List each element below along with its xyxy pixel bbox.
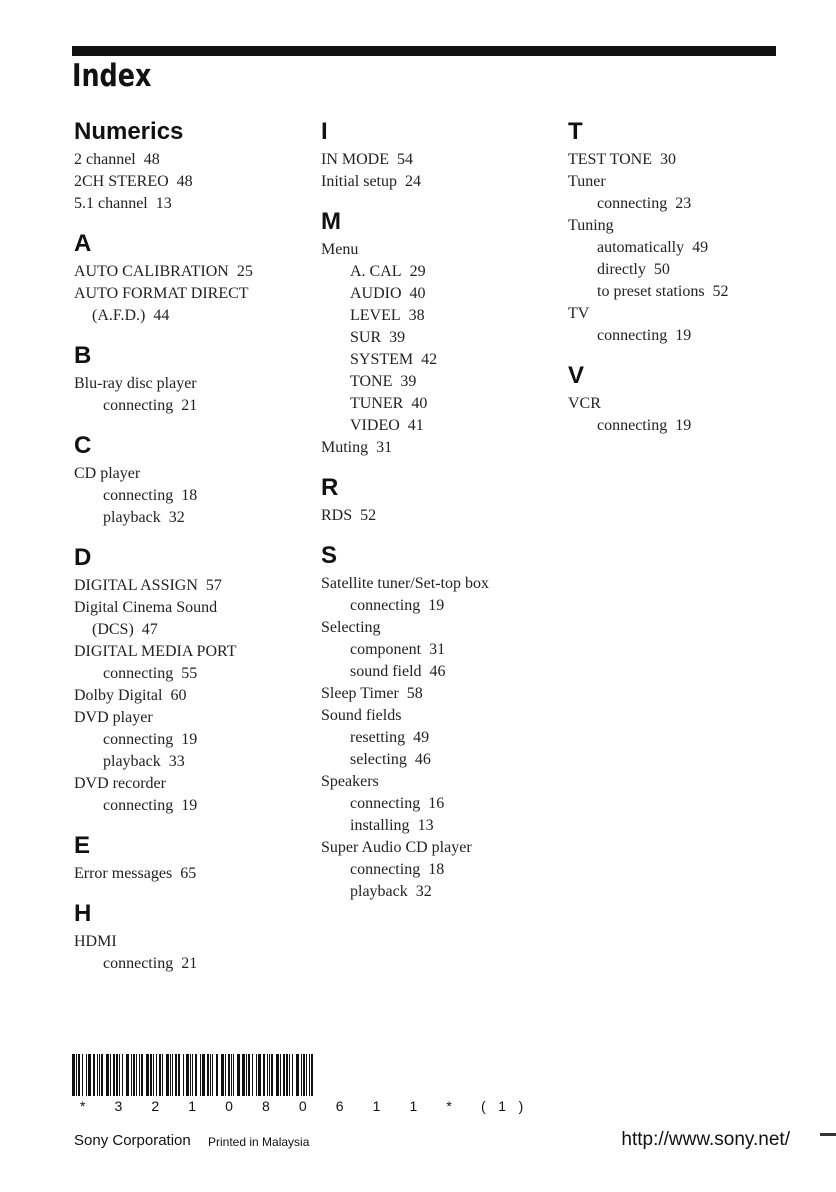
index-entry [74,685,304,707]
barcode-bar [88,1054,91,1096]
index-entry [74,171,304,193]
index-subentry [321,415,551,437]
index-letter-heading: A [74,230,92,257]
index-entry-text: Tuning [568,217,614,234]
barcode-bar [303,1054,305,1096]
index-entry-text: CD player [74,465,141,482]
index-page-number: 48 [176,173,193,190]
index-entry [321,705,551,727]
index-entry-text: playback [350,883,408,900]
barcode-bar [283,1054,285,1096]
barcode-bar [228,1054,230,1096]
index-subentry [321,327,551,349]
barcode-bar [195,1054,197,1096]
index-page-number: 49 [413,729,430,746]
barcode-bar [192,1054,193,1096]
barcode-bar [248,1054,250,1096]
top-rule [72,46,776,56]
index-subentry [321,305,551,327]
index-page-number: 32 [415,883,432,900]
index-entry-text: Menu [321,241,359,258]
index-page-number: 18 [428,861,445,878]
index-subentry [74,663,304,685]
index-letter-heading: I [321,118,328,145]
index-entry [74,149,304,171]
index-page-number: 52 [360,507,377,524]
barcode-bar [162,1054,163,1096]
index-page-number: 19 [181,797,198,814]
index-entry-text: connecting [597,195,668,212]
barcode-bar [183,1054,184,1096]
index-entry-text: Speakers [321,773,379,790]
index-entry-text: VIDEO [350,417,400,434]
index-subentry [321,881,551,903]
index-page-number: 24 [404,173,421,190]
footer-company: Sony Corporation [74,1132,191,1149]
barcode-bar [78,1054,80,1096]
index-page-number: 46 [414,751,431,768]
index-page-number: 46 [429,663,446,680]
index-entry-list [74,149,304,215]
index-page-number: 58 [406,685,423,702]
barcode-bar [122,1054,123,1096]
index-letter-heading: D [74,544,92,571]
index-page-number: 55 [181,665,198,682]
index-entry [321,437,551,459]
index-entry-text: HDMI [74,933,117,950]
index-entry [74,305,304,327]
index-subentry [74,507,304,529]
index-subentry [321,595,551,617]
index-entry [568,393,798,415]
barcode-bar [150,1054,152,1096]
index-entry [74,283,304,305]
barcode-bar [116,1054,118,1096]
index-subentry [74,953,304,975]
edge-mark [820,1133,836,1136]
index-entry-text: connecting [103,955,174,972]
index-letter-heading: M [321,208,341,235]
index-entry-text: connecting [103,797,174,814]
index-entry-text: connecting [103,487,174,504]
barcode-bar [178,1054,180,1096]
index-entry-text: connecting [103,731,174,748]
index-entry [568,171,798,193]
index-entry-text: connecting [350,861,421,878]
index-entry-text: playback [103,753,161,770]
barcode-bar [99,1054,100,1096]
index-page-number: 29 [409,263,426,280]
index-subentry [568,193,798,215]
index-subentry [321,283,551,305]
barcode-bar [156,1054,157,1096]
index-subentry [74,485,304,507]
index-letter-heading: B [74,342,92,369]
barcode-bar [93,1054,95,1096]
index-entry [321,617,551,639]
index-subentry [568,415,798,437]
barcode-bar [101,1054,103,1096]
index-page-number: 41 [407,417,424,434]
barcode-bar [110,1054,111,1096]
barcode-bar [267,1054,268,1096]
index-entry [321,149,551,171]
index-letter-heading: C [74,432,92,459]
index-page-number: 32 [168,509,185,526]
index-page-number: 38 [408,307,425,324]
index-entry-text: SUR [350,329,382,346]
index-entry-text: Error messages [74,865,173,882]
index-entry-text: connecting [103,397,174,414]
index-entry-text: Initial setup [321,173,397,190]
index-entry-list [74,373,304,417]
barcode-bar [296,1054,299,1096]
barcode-bar [131,1054,132,1096]
index-entry-text: 2CH STEREO [74,173,169,190]
index-page-number: 65 [180,865,197,882]
index-entry-text: directly [597,261,646,278]
barcode-bar [210,1054,211,1096]
index-page-number: 44 [153,307,170,324]
index-entry-text: Muting [321,439,369,456]
index-subentry [321,393,551,415]
index-entry-text: Tuner [568,173,606,190]
index-subentry [74,729,304,751]
index-page-number: 19 [675,327,692,344]
index-page-number: 54 [397,151,413,168]
index-entry [74,863,304,885]
index-entry-text: connecting [597,327,668,344]
barcode-bar [153,1054,154,1096]
index-entry-list [321,505,551,527]
barcode-bar [289,1054,290,1096]
index-column-3 [568,115,798,437]
index-page-number: 49 [692,239,709,256]
index-entry [74,707,304,729]
index-entry-text: selecting [350,751,407,768]
barcode-bar [271,1054,273,1096]
index-entry [74,641,304,663]
index-subentry [321,793,551,815]
index-entry-list [321,573,551,903]
barcode-bar [159,1054,161,1096]
barcode-bar [292,1054,293,1096]
barcode-bar [263,1054,265,1096]
barcode [72,1054,316,1096]
barcode-bar [76,1054,77,1096]
index-page-number: 47 [141,621,158,638]
page-title: Index [72,58,152,94]
index-page-number: 19 [181,731,198,748]
index-column-2 [321,115,551,903]
barcode-bar [186,1054,189,1096]
index-entry-text: 5.1 channel [74,195,148,212]
index-entry-text: DIGITAL ASSIGN [74,577,198,594]
barcode-bar [216,1054,218,1096]
index-page-number: 52 [712,283,729,300]
index-page-number: 18 [181,487,198,504]
index-entry-list [74,261,304,327]
barcode-bar [170,1054,171,1096]
barcode-bar [237,1054,240,1096]
index-page-number: 48 [143,151,160,168]
index-entry [568,303,798,325]
index-entry-text: TUNER [350,395,404,412]
index-page-number: 21 [181,955,198,972]
barcode-bar [212,1054,213,1096]
index-letter-heading: R [321,474,339,501]
barcode-bar [233,1054,234,1096]
barcode-bar [97,1054,98,1096]
index-subentry [321,261,551,283]
index-entry-list [74,931,304,975]
index-entry [321,239,551,261]
barcode-bar [242,1054,245,1096]
barcode-bar [286,1054,288,1096]
index-letter-heading: V [568,362,585,389]
index-page-number: 40 [411,395,428,412]
index-subentry [74,395,304,417]
index-entry [321,683,551,705]
index-entry-text: Blu-ray disc player [74,375,197,392]
index-entry-list [74,575,304,817]
barcode-bar [252,1054,253,1096]
index-page-number: 19 [428,597,445,614]
index-entry [74,931,304,953]
barcode-bar [136,1054,137,1096]
index-subentry [321,349,551,371]
index-entry-list [321,239,551,459]
index-entry [74,261,304,283]
barcode-bar [146,1054,149,1096]
barcode-bar [202,1054,205,1096]
index-entry-text: playback [103,509,161,526]
index-subentry [74,795,304,817]
index-entry [321,573,551,595]
index-subentry [321,639,551,661]
index-page-number: 19 [675,417,692,434]
index-subentry [568,259,798,281]
index-letter-heading: H [74,900,92,927]
index-entry-text: connecting [103,665,174,682]
index-entry-list [321,149,551,193]
index-entry-text: Super Audio CD player [321,839,472,856]
index-entry-text: IN MODE [321,151,389,168]
barcode-bar [119,1054,120,1096]
index-entry-text: DIGITAL MEDIA PORT [74,643,237,660]
index-page-number: 42 [421,351,438,368]
index-entry [74,619,304,641]
index-subentry [568,325,798,347]
index-subentry [321,661,551,683]
footer-url-link[interactable]: http://www.sony.net/ [621,1129,790,1150]
barcode-bar [106,1054,109,1096]
barcode-bar [231,1054,232,1096]
index-entry [568,215,798,237]
index-entry [568,149,798,171]
index-entry [321,505,551,527]
index-entry-text: VCR [568,395,601,412]
index-entry-text: LEVEL [350,307,401,324]
index-subentry [321,815,551,837]
barcode-bar [246,1054,247,1096]
barcode-bar [258,1054,261,1096]
index-page-number: 40 [409,285,426,302]
barcode-bar [306,1054,307,1096]
index-entry-text: TEST TONE [568,151,653,168]
index-entry-text: (DCS) [92,621,134,638]
barcode-bar [141,1054,143,1096]
index-page-number: 57 [205,577,222,594]
index-letter-heading: S [321,542,338,569]
barcode-bar [280,1054,281,1096]
barcode-bar [126,1054,129,1096]
index-entry-text: Sleep Timer [321,685,399,702]
index-entry-text: A. CAL [350,263,402,280]
index-entry-text: SYSTEM [350,351,414,368]
barcode-bar [113,1054,115,1096]
index-page-number: 23 [675,195,692,212]
footer-printed-in: Printed in Malaysia [208,1135,310,1149]
index-page-number: 30 [660,151,677,168]
index-page-number: 50 [653,261,670,278]
barcode-bar [225,1054,226,1096]
index-entry-text: Digital Cinema Sound [74,599,218,616]
index-entry-list [74,863,304,885]
index-entry [74,597,304,619]
index-entry [321,771,551,793]
index-entry [74,773,304,795]
barcode-bar [139,1054,140,1096]
index-entry [321,837,551,859]
index-entry-list [568,149,798,347]
barcode-bar [175,1054,177,1096]
index-entry [74,373,304,395]
index-entry-text: AUDIO [350,285,402,302]
index-entry-text: to preset stations [597,283,705,300]
barcode-bar [309,1054,310,1096]
index-entry-text: DVD player [74,709,153,726]
index-entry-text: TV [568,305,590,322]
index-page-number: 39 [389,329,406,346]
barcode-bar [301,1054,302,1096]
index-entry-text: sound field [350,663,422,680]
index-page-number: 13 [155,195,172,212]
index-page-number: 21 [181,397,198,414]
barcode-bar [276,1054,279,1096]
index-entry-text: component [350,641,422,658]
index-entry [321,171,551,193]
index-entry-text: (A.F.D.) [92,307,146,324]
index-entry-text: AUTO FORMAT DIRECT [74,285,249,302]
barcode-bar [166,1054,169,1096]
index-page-number: 13 [417,817,434,834]
index-page-number: 16 [428,795,445,812]
index-entry [74,575,304,597]
barcode-bar [269,1054,270,1096]
index-subentry [568,281,798,303]
index-entry-text: 2 channel [74,151,136,168]
index-page-number: 31 [429,641,446,658]
barcode-bar [200,1054,201,1096]
index-entry-text: Selecting [321,619,381,636]
index-entry-text: resetting [350,729,406,746]
index-page-number: 60 [170,687,187,704]
barcode-bar [207,1054,209,1096]
index-letter-heading: T [568,118,583,145]
index-page-number: 39 [400,373,417,390]
barcode-bar [221,1054,224,1096]
index-entry-text: connecting [597,417,668,434]
index-entry [74,193,304,215]
barcode-number: * 3 2 1 0 8 0 6 1 1 * (1) [80,1098,536,1114]
index-entry-list [568,393,798,437]
barcode-bar [311,1054,313,1096]
barcode-bar [172,1054,173,1096]
index-subentry [568,237,798,259]
index-entry-text: TONE [350,373,393,390]
index-page-number: 33 [168,753,185,770]
index-entry-text: DVD recorder [74,775,166,792]
barcode-bar [86,1054,87,1096]
index-entry-text: AUTO CALIBRATION [74,263,229,280]
barcode-bar [190,1054,191,1096]
barcode-bar [256,1054,257,1096]
index-entry-text: Satellite tuner/Set-top box [321,575,489,592]
index-page-number: 31 [376,439,393,456]
index-entry-text: Dolby Digital [74,687,163,704]
barcode-bar [82,1054,83,1096]
index-subentry [74,751,304,773]
index-subentry [321,727,551,749]
index-entry-text: RDS [321,507,353,524]
index-letter-heading: Numerics [74,118,184,145]
index-entry-text: Sound fields [321,707,402,724]
index-subentry [321,749,551,771]
index-subentry [321,859,551,881]
index-entry-text: installing [350,817,410,834]
index-entry-text: connecting [350,795,421,812]
index-entry [74,463,304,485]
barcode-bar [133,1054,135,1096]
index-entry-text: connecting [350,597,421,614]
index-subentry [321,371,551,393]
barcode-bar [72,1054,75,1096]
index-entry-text: automatically [597,239,685,256]
index-page-number: 25 [236,263,253,280]
index-column-1 [74,115,304,975]
index-letter-heading: E [74,832,91,859]
index-entry-list [74,463,304,529]
